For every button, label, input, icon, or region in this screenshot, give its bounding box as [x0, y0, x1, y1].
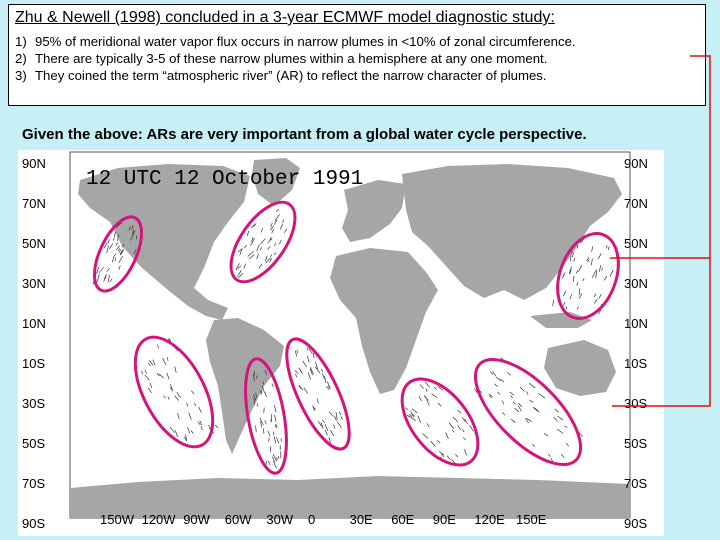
lat-label-right: 10N — [624, 316, 648, 331]
lon-label: 30W — [266, 512, 294, 527]
finding-item — [15, 50, 699, 67]
lat-label-left: 90S — [22, 516, 46, 531]
lon-label: 90E — [432, 512, 456, 527]
lat-label-left: 30N — [22, 276, 46, 291]
lon-label: 60W — [224, 512, 252, 527]
finding-number: 2) — [15, 51, 27, 66]
map-timestamp: 12 UTC 12 October 1991 — [86, 168, 364, 191]
lon-label: 30E — [349, 512, 373, 527]
finding-item — [15, 33, 699, 50]
lon-label: 150W — [100, 512, 134, 527]
lat-label-left: 10S — [22, 356, 46, 371]
lat-label-right: 70N — [624, 196, 648, 211]
intro-title: Zhu & Newell (1998) concluded in a 3-year ECMWF model diagnostic study: — [15, 9, 555, 26]
finding-number: 1) — [15, 34, 27, 49]
finding-text: They coined the term “atmospheric river” (AR) to reflect the narrow character of plumes. — [35, 68, 547, 83]
finding-text: 95% of meridional water vapor flux occurs in narrow plumes in <10% of zonal circumference. — [35, 34, 576, 49]
lat-label-right: 30S — [624, 396, 648, 411]
lon-label: 120E — [474, 512, 505, 527]
lat-label-right: 90S — [624, 516, 648, 531]
lon-label: 120W — [141, 512, 176, 527]
lon-label: 150E — [516, 512, 547, 527]
lat-label-right: 30N — [624, 276, 648, 291]
lon-label: 60E — [391, 512, 415, 527]
world-map — [18, 150, 664, 536]
finding-item — [15, 67, 699, 84]
lon-label: 0 — [308, 512, 316, 527]
lat-label-left: 90N — [22, 156, 46, 171]
map-panel — [18, 150, 664, 536]
lat-label-right: 70S — [624, 476, 648, 491]
lat-label-left: 30S — [22, 396, 46, 411]
lat-label-right: 50N — [624, 236, 648, 251]
lat-label-right: 90N — [624, 156, 648, 171]
lat-label-right: 10S — [624, 356, 648, 371]
finding-text: There are typically 3-5 of these narrow plumes within a hemisphere at any one moment. — [35, 51, 548, 66]
intro-box — [8, 4, 706, 106]
lat-label-left: 10N — [22, 316, 46, 331]
lon-label: 90W — [183, 512, 210, 527]
lat-label-left: 50S — [22, 436, 46, 451]
lat-label-left: 70S — [22, 476, 46, 491]
lat-label-left: 70N — [22, 196, 46, 211]
lat-label-left: 50N — [22, 236, 46, 251]
finding-number: 3) — [15, 68, 27, 83]
lat-label-right: 50S — [624, 436, 648, 451]
conclusion-text: Given the above: ARs are very important from a global water cycle perspective. — [22, 126, 587, 143]
findings-list — [15, 33, 699, 84]
